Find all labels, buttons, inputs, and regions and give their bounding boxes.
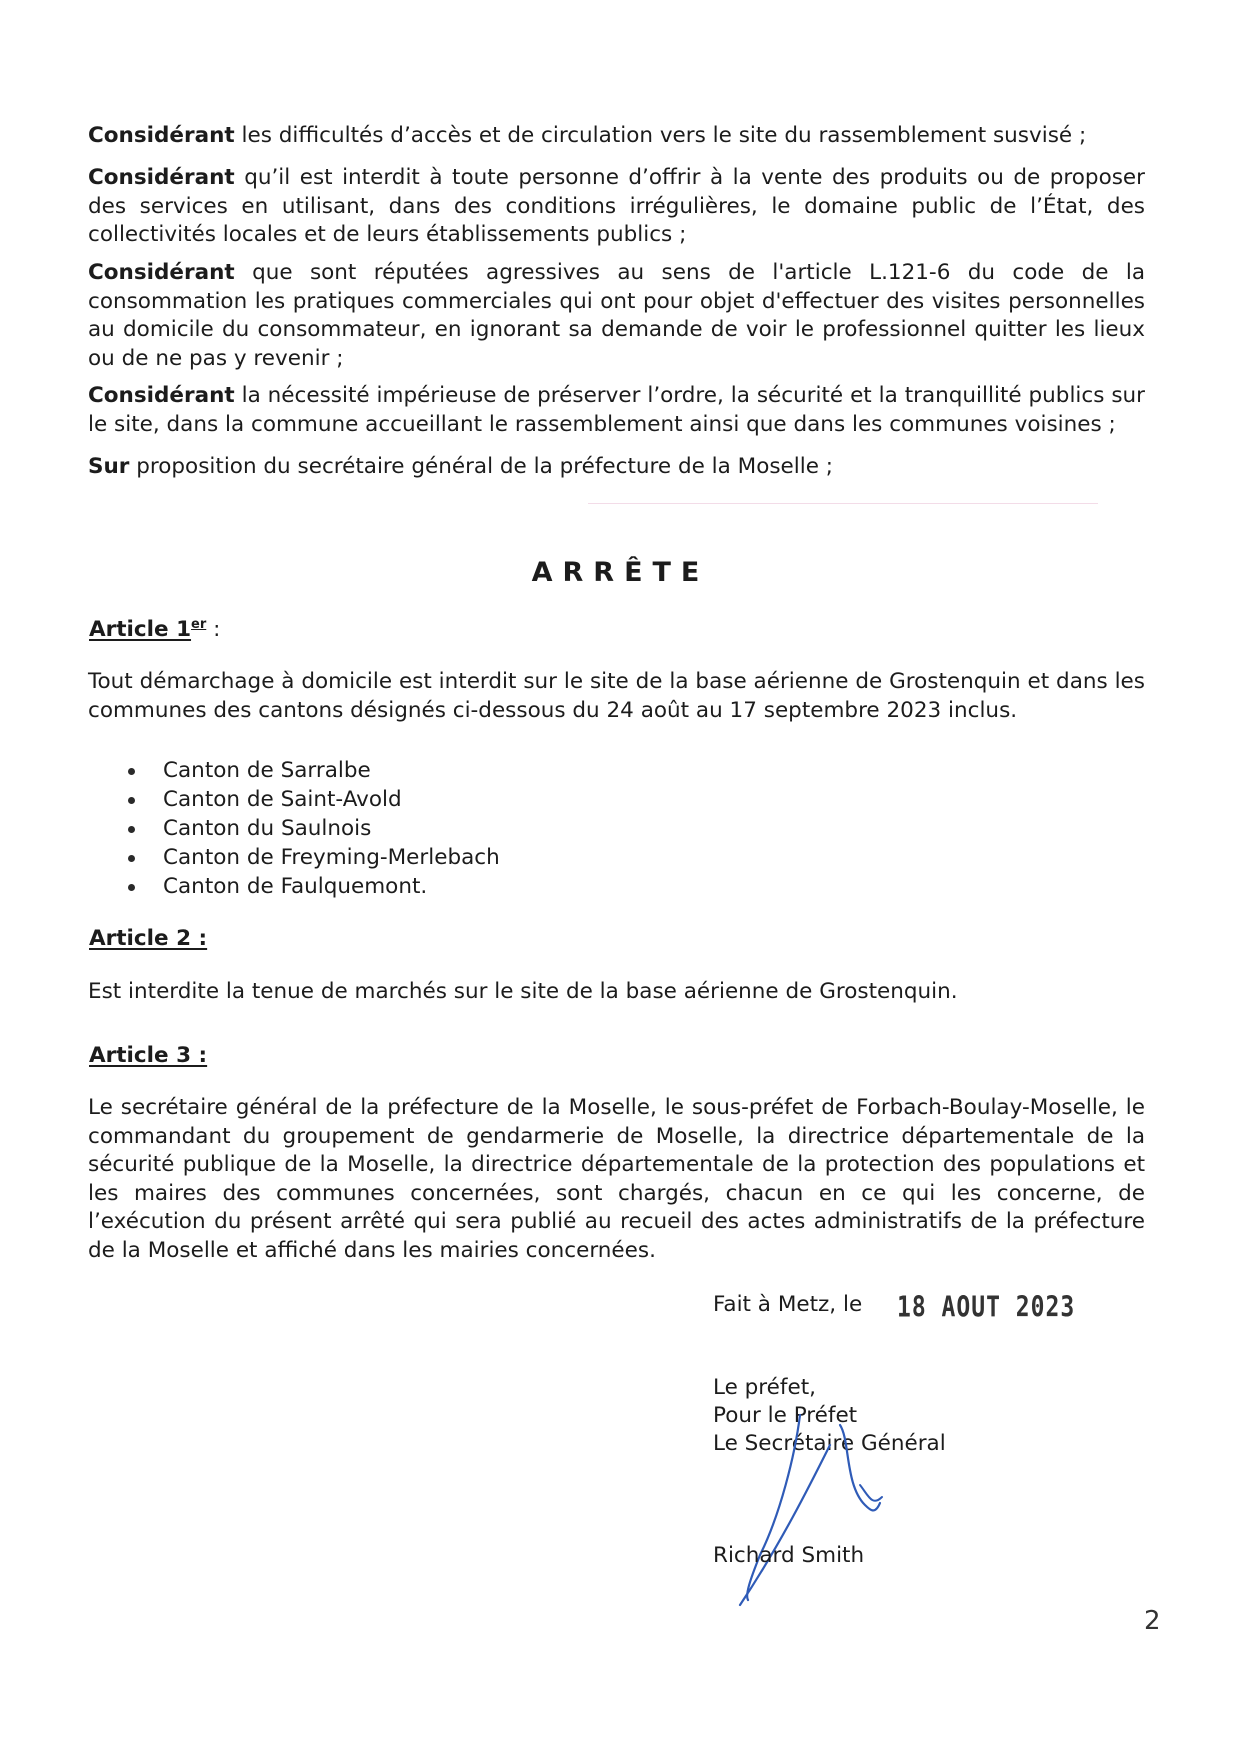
article-2-title: [89, 925, 207, 953]
considerant-1: [88, 122, 1145, 151]
considerant-2: [88, 164, 1145, 250]
considerant-lead: Considérant: [88, 123, 235, 148]
signatory-line-2: Pour le Préfet: [713, 1403, 858, 1428]
list-item: [120, 872, 500, 901]
list-item: [120, 814, 500, 843]
bullet-icon: [128, 826, 135, 833]
considerant-lead: Considérant: [88, 383, 235, 408]
article-1-title: [89, 616, 220, 644]
considerant-3: [88, 259, 1145, 373]
signatory-line-3: Le Secrétaire Général: [713, 1431, 946, 1456]
proposal-line: [88, 453, 1145, 482]
article-1-sup: er: [191, 616, 207, 632]
canton-label: Canton de Faulquemont.: [163, 874, 428, 899]
canton-label: Canton de Sarralbe: [163, 758, 371, 783]
article-3-body: Le secrétaire général de la préfecture de la Moselle, le sous-préfet de Forbach-Boulay-Moselle, le commandant du groupement de gendarmerie de Moselle, la directrice départementale de la sécurité publique de la Moselle, la directrice départementale de la protection des populations et les maires des communes concernées, sont chargés, chacun en ce qui les concerne, de l’exécution du présent arrêté qui sera publié au recueil des actes administratifs de la préfecture de la Moselle et affiché dans les mairies concernées.: [88, 1095, 1145, 1263]
article-1-colon: :: [206, 617, 221, 642]
handwritten-signature-icon: [700, 1395, 900, 1615]
article-1-body: Tout démarchage à domicile est interdit sur le site de la base aérienne de Grostenquin et dans les communes des cantons désignés ci-dessous du 24 août au 17 septembre 2023 inclus.: [88, 669, 1145, 723]
list-item: [120, 785, 500, 814]
considerant-lead: Considérant: [88, 165, 235, 190]
date-stamp: 18 AOUT 2023: [897, 1291, 1076, 1324]
bullet-icon: [128, 768, 135, 775]
bullet-icon: [128, 855, 135, 862]
considerant-text: la nécessité impérieuse de préserver l’ordre, la sécurité et la tranquillité publics sur le site, dans la commune accueillant le rassemblement ainsi que dans les communes voisines ;: [88, 383, 1145, 437]
page-number: 2: [1144, 1606, 1161, 1636]
bullet-icon: [128, 884, 135, 891]
signatory-line-1: Le préfet,: [713, 1375, 816, 1400]
faint-divider: [588, 503, 1098, 504]
proposal-lead: Sur: [88, 454, 130, 479]
considerant-text: qu’il est interdit à toute personne d’offrir à la vente des produits ou de proposer des services en utilisant, dans des conditions irrégulières, le domaine public de l’État, des collectivités locales et de leurs établissements publics ;: [88, 165, 1145, 247]
considerant-text: les difficultés d’accès et de circulation vers le site du rassemblement susvisé ;: [234, 123, 1087, 148]
article-3-label: Article 3 :: [89, 1043, 208, 1068]
considerant-4: [88, 382, 1145, 439]
signatory-name: Richard Smith: [713, 1543, 865, 1568]
decision-title: ARRÊTE: [531, 557, 710, 588]
canton-label: Canton de Freyming-Merlebach: [163, 845, 500, 870]
considerant-text: que sont réputées agressives au sens de l'article L.121-6 du code de la consommation les pratiques commerciales qui ont pour objet d'effectuer des visites personnelles au domicile du consommateur, en ignorant sa demande de voir le professionnel quitter les lieux ou de ne pas y revenir ;: [88, 260, 1145, 371]
article-3-title: [89, 1042, 207, 1070]
article-2-label: Article 2 :: [89, 926, 208, 951]
considerant-lead: Considérant: [88, 260, 235, 285]
article-2-body: Est interdite la tenue de marchés sur le site de la base aérienne de Grostenquin.: [88, 979, 958, 1004]
article-1-label: Article 1: [89, 617, 192, 642]
canton-list: [120, 756, 500, 901]
list-item: [120, 756, 500, 785]
bullet-icon: [128, 797, 135, 804]
canton-label: Canton de Saint-Avold: [163, 787, 402, 812]
canton-label: Canton du Saulnois: [163, 816, 372, 841]
place-date-label: Fait à Metz, le: [713, 1292, 863, 1317]
proposal-text: proposition du secrétaire général de la préfecture de la Moselle ;: [129, 454, 834, 479]
list-item: [120, 843, 500, 872]
